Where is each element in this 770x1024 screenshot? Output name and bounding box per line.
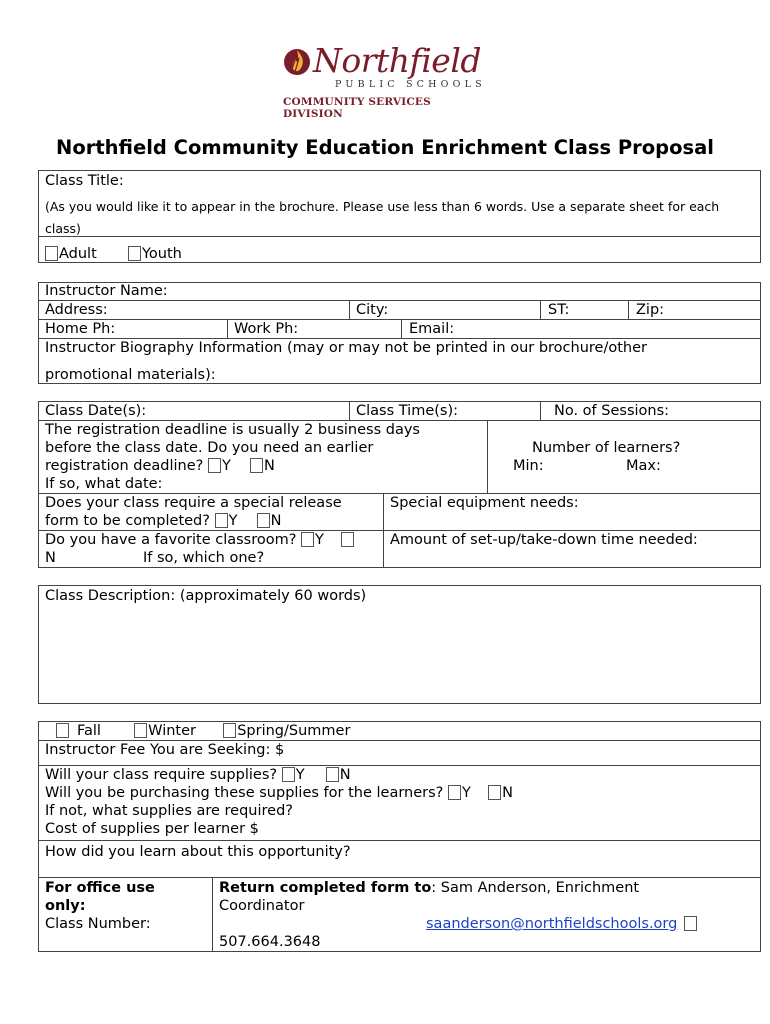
coordinator-label: Coordinator xyxy=(219,898,305,914)
deadline-no-label: N xyxy=(264,458,275,474)
purchasing-yes-checkbox[interactable] xyxy=(448,785,461,800)
release-form-text: Does your class require a special release xyxy=(45,495,342,511)
classroom-yes-checkbox[interactable] xyxy=(301,532,314,547)
flame-logo-icon xyxy=(283,44,313,78)
release-yes-label: Y xyxy=(228,513,238,529)
special-equipment-label: Special equipment needs: xyxy=(390,495,579,511)
classroom-which-label: If so, which one? xyxy=(143,550,265,566)
description-label: Class Description: (approximately 60 words) xyxy=(45,588,367,604)
classroom-text: Do you have a favorite classroom? xyxy=(45,532,297,548)
supplies-question xyxy=(45,766,351,784)
supplies-no-checkbox[interactable] xyxy=(326,767,339,782)
work-phone-label: Work Ph: xyxy=(234,321,299,337)
winter-checkbox[interactable] xyxy=(134,723,147,738)
min-label: Min: xyxy=(513,458,544,474)
learners-label: Number of learners? xyxy=(532,440,681,456)
supplies-cost-label: Cost of supplies per learner $ xyxy=(45,821,259,837)
classroom-yes-label: Y xyxy=(315,532,324,548)
fee-label: Instructor Fee You are Seeking: $ xyxy=(45,742,285,758)
email-label: Email: xyxy=(409,321,455,337)
audience-options xyxy=(45,245,182,263)
state-label: ST: xyxy=(548,302,570,318)
deadline-yes-label: Y xyxy=(221,458,231,474)
class-title-label: Class Title: xyxy=(45,173,124,189)
spring-summer-checkbox[interactable] xyxy=(223,723,236,738)
sessions-label: No. of Sessions: xyxy=(554,403,670,419)
adult-checkbox[interactable] xyxy=(45,246,58,261)
deadline-text-2: before the class date. Do you need an earlier xyxy=(45,440,374,456)
class-number-label: Class Number: xyxy=(45,916,151,932)
class-times-label: Class Time(s): xyxy=(356,403,458,419)
adult-label: Adult xyxy=(59,246,97,262)
return-name: : Sam Anderson, Enrichment xyxy=(431,880,640,896)
zip-label: Zip: xyxy=(636,302,665,318)
purchasing-no-label: N xyxy=(502,785,513,801)
spring-summer-label: Spring/Summer xyxy=(237,723,351,739)
classroom-question xyxy=(45,531,355,549)
release-yes-checkbox[interactable] xyxy=(215,513,228,528)
release-form-question xyxy=(45,512,282,530)
logo-brand: Northfield xyxy=(313,41,482,80)
logo-division: COMMUNITY SERVICES DIVISION xyxy=(283,96,431,120)
term-options xyxy=(56,722,350,740)
fall-checkbox[interactable] xyxy=(56,723,69,738)
coordinator-phone: 507.664.3648 xyxy=(219,934,321,950)
home-phone-label: Home Ph: xyxy=(45,321,116,337)
supplies-required-label: If not, what supplies are required? xyxy=(45,803,293,819)
logo-subtitle: PUBLIC SCHOOLS xyxy=(335,79,486,90)
deadline-no-checkbox[interactable] xyxy=(250,458,263,473)
instructor-name-label: Instructor Name: xyxy=(45,283,168,299)
setup-time-label: Amount of set-up/take-down time needed: xyxy=(390,532,698,548)
logo xyxy=(283,41,493,120)
classroom-no-label: N xyxy=(45,550,56,566)
address-label: Address: xyxy=(45,302,108,318)
learn-about-label: How did you learn about this opportunity? xyxy=(45,844,351,860)
deadline-text: The registration deadline is usually 2 business days xyxy=(45,422,420,438)
class-dates-label: Class Date(s): xyxy=(45,403,147,419)
email-checkbox-icon xyxy=(684,916,697,931)
office-use-label-2: only: xyxy=(45,898,86,914)
youth-checkbox[interactable] xyxy=(128,246,141,261)
email-line xyxy=(426,915,698,933)
supplies-no-label: N xyxy=(339,767,351,783)
deadline-text-3: registration deadline? xyxy=(45,458,204,474)
supplies-yes-checkbox[interactable] xyxy=(282,767,295,782)
return-label: Return completed form to xyxy=(219,880,432,896)
city-label: City: xyxy=(356,302,389,318)
max-label: Max: xyxy=(626,458,661,474)
class-title-note: (As you would like it to appear in the brochure. Please use less than 6 words. Use a separate sheet for each xyxy=(45,199,720,214)
youth-label: Youth xyxy=(142,246,182,262)
release-form-text-2: form to be completed? xyxy=(45,513,210,529)
biography-label: Instructor Biography Information (may or may not be printed in our brochure/other xyxy=(45,340,647,356)
purchasing-no-checkbox[interactable] xyxy=(488,785,501,800)
release-no-checkbox[interactable] xyxy=(257,513,270,528)
return-to xyxy=(219,879,639,897)
biography-label-2: promotional materials): xyxy=(45,367,216,383)
winter-label: Winter xyxy=(148,723,196,739)
classroom-no-checkbox[interactable] xyxy=(341,532,354,547)
deadline-yes-checkbox[interactable] xyxy=(208,458,221,473)
release-no-label: N xyxy=(270,513,282,529)
page-title: Northfield Community Education Enrichment Class Proposal xyxy=(56,136,714,159)
office-use-label: For office use xyxy=(45,880,155,896)
deadline-date-label: If so, what date: xyxy=(45,476,163,492)
deadline-question xyxy=(45,457,275,475)
coordinator-email-link[interactable]: saanderson@northfieldschools.org xyxy=(426,916,678,932)
purchasing-question xyxy=(45,784,513,802)
class-title-note-2: class) xyxy=(45,221,81,236)
fall-label: Fall xyxy=(77,723,101,739)
purchasing-text: Will you be purchasing these supplies for the learners? xyxy=(45,785,444,801)
purchasing-yes-label: Y xyxy=(461,785,471,801)
supplies-yes-label: Y xyxy=(295,767,305,783)
supplies-text: Will your class require supplies? xyxy=(45,767,278,783)
